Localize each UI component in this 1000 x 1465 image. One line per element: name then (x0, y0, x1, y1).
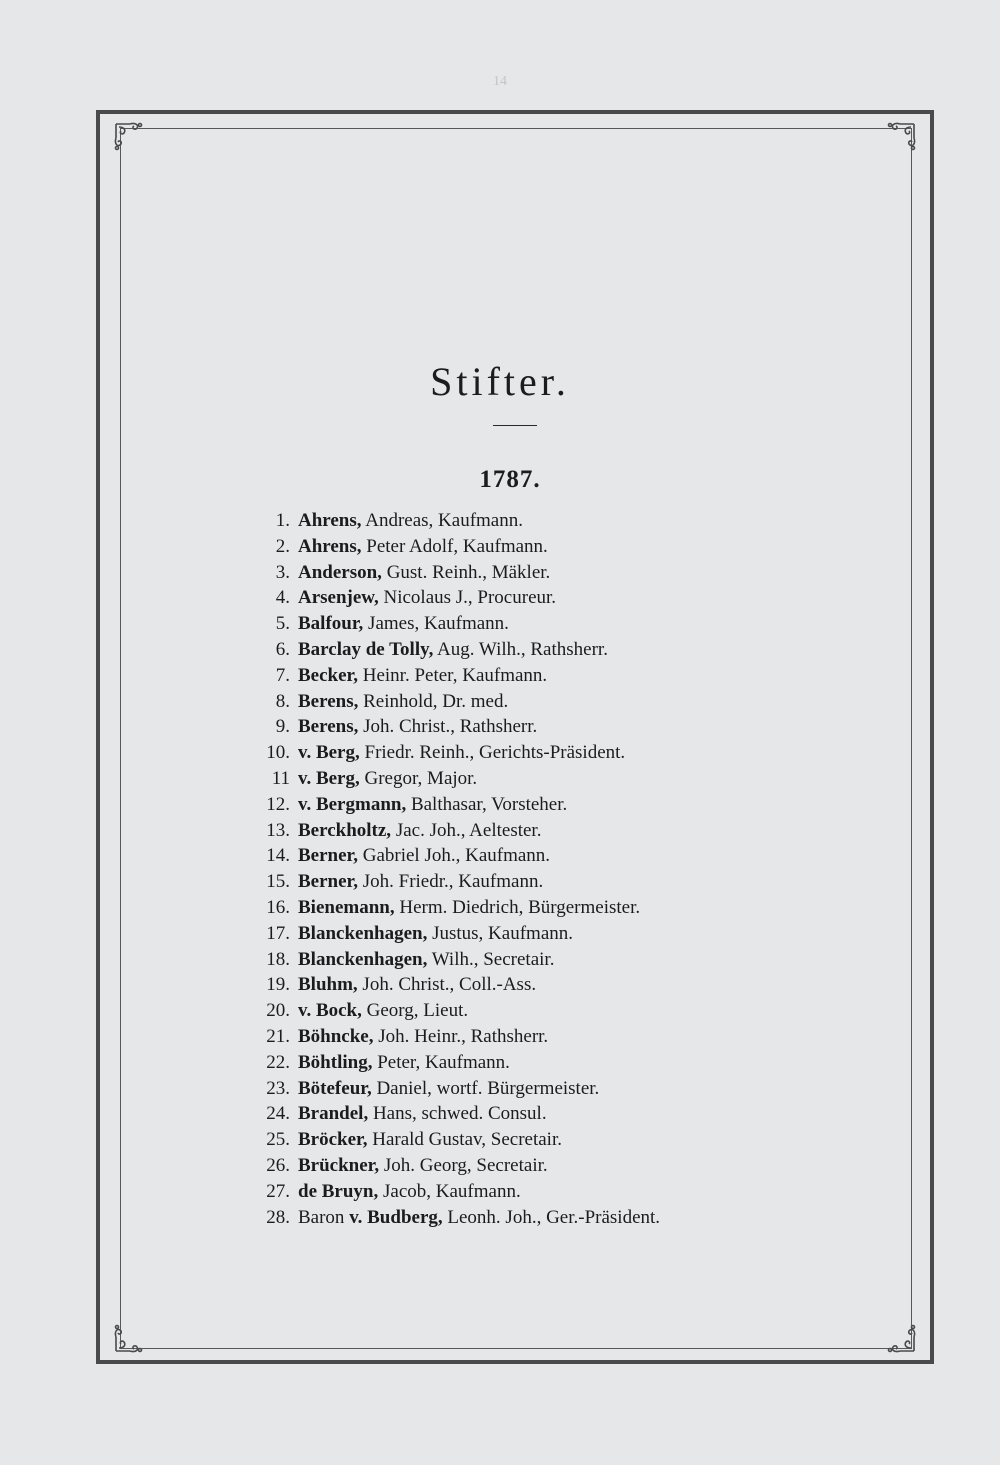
entry-number: 2. (275, 535, 290, 557)
entry-surname: Berner, (298, 871, 358, 893)
entry-details: Georg, Lieut. (361, 1000, 469, 1022)
entry-surname: Bröcker, (298, 1129, 368, 1151)
list-item (240, 714, 840, 740)
entry-surname: Becker, (298, 664, 358, 686)
list-item (240, 1179, 840, 1205)
entry-surname: Böhncke, (298, 1025, 374, 1047)
entry-number: 17. (266, 922, 290, 944)
entry-details: Andreas, Kaufmann. (361, 510, 523, 531)
entry-number: 22. (266, 1051, 290, 1073)
entry-details: Peter Adolf, Kaufmann. (361, 535, 548, 557)
entry-surname: Berens, (298, 716, 359, 738)
entry-surname: v. Bergmann, (298, 793, 407, 815)
entry-details: Joh. Georg, Secretair. (379, 1154, 548, 1176)
entry-surname: Brückner, (298, 1154, 380, 1176)
list-item (240, 611, 840, 637)
entry-number: 1. (275, 510, 290, 531)
entry-surname: Bluhm, (298, 974, 358, 996)
list-item (240, 1024, 840, 1050)
list-item (240, 534, 840, 560)
entry-number: 25. (266, 1129, 290, 1151)
entry-surname: Berckholtz, (298, 819, 392, 841)
list-item (240, 818, 840, 844)
list-item (240, 1153, 840, 1179)
entry-number: 26. (266, 1154, 290, 1176)
list-item (240, 1127, 840, 1153)
entry-number: 27. (266, 1180, 290, 1202)
list-item (240, 637, 840, 663)
list-item (240, 843, 840, 869)
entry-surname: Bötefeur, (298, 1077, 372, 1099)
entry-details: Balthasar, Vorsteher. (406, 793, 568, 815)
entry-number: 12. (266, 793, 290, 815)
entry-number: 3. (275, 561, 290, 583)
entry-details: Harald Gustav, Secretair. (367, 1129, 562, 1151)
list-item (240, 766, 840, 792)
entry-number: 24. (266, 1103, 290, 1125)
entry-number: 20. (266, 1000, 290, 1022)
entry-number: 21. (266, 1025, 290, 1047)
corner-ornament-icon (110, 118, 156, 164)
corner-ornament-icon (874, 118, 920, 164)
entry-details: Jac. Joh., Aeltester. (391, 819, 542, 841)
list-item (240, 585, 840, 611)
entry-details: Joh. Heinr., Rathsherr. (373, 1025, 549, 1047)
founders-list (240, 508, 840, 1230)
entry-surname: v. Budberg, (349, 1206, 443, 1228)
entry-number: 23. (266, 1077, 290, 1099)
entry-surname: Barclay de Tolly, (298, 638, 434, 660)
entry-number: 15. (266, 871, 290, 893)
entry-number: 16. (266, 896, 290, 918)
entry-details: James, Kaufmann. (363, 613, 509, 635)
list-item (240, 792, 840, 818)
list-item (240, 1050, 840, 1076)
entry-number: 18. (266, 948, 290, 970)
entry-details: Nicolaus J., Procureur. (378, 587, 557, 609)
list-item (240, 689, 840, 715)
list-item (240, 921, 840, 947)
entry-prefix: Baron (298, 1206, 350, 1228)
page-number: 14 (493, 74, 507, 89)
list-item (240, 895, 840, 921)
entry-number: 7. (275, 664, 290, 686)
list-item (240, 972, 840, 998)
entry-number: 19. (266, 974, 290, 996)
entry-details: Daniel, wortf. Bürgermeister. (371, 1077, 600, 1099)
entry-details: Gust. Reinh., Mäkler. (381, 561, 551, 583)
list-item (240, 560, 840, 586)
list-item (240, 1076, 840, 1102)
entry-details: Heinr. Peter, Kaufmann. (357, 664, 548, 686)
entry-surname: Balfour, (298, 613, 364, 635)
title-underline (493, 425, 537, 426)
entry-number: 6. (275, 638, 290, 660)
entry-surname: de Bruyn, (298, 1180, 379, 1202)
entry-surname: Brandel, (298, 1103, 369, 1125)
entry-surname: v. Berg, (298, 767, 360, 789)
entry-details: Joh. Friedr., Kaufmann. (357, 871, 544, 893)
entry-surname: Ahrens, (298, 535, 362, 557)
entry-surname: Blanckenhagen, (298, 922, 428, 944)
entry-surname: Berens, (298, 690, 359, 712)
corner-ornament-icon (110, 1311, 156, 1357)
list-item (240, 663, 840, 689)
entry-details: Herm. Diedrich, Bürgermeister. (394, 896, 641, 918)
entry-surname: v. Bock, (298, 1000, 362, 1022)
entry-details: Jacob, Kaufmann. (378, 1180, 521, 1202)
entry-number: 9. (275, 716, 290, 738)
list-item (240, 998, 840, 1024)
entry-surname: Ahrens, (298, 510, 362, 531)
entry-surname: Blanckenhagen, (298, 948, 428, 970)
corner-ornament-icon (874, 1311, 920, 1357)
entry-number: 13. (266, 819, 290, 841)
year-heading: 1787. (479, 466, 541, 493)
entry-surname: Bienemann, (298, 896, 395, 918)
entry-number: 11 (271, 767, 290, 789)
list-item (240, 1101, 840, 1127)
entry-details: Friedr. Reinh., Gerichts-Präsident. (359, 742, 626, 764)
entry-details: Reinhold, Dr. med. (358, 690, 509, 712)
list-item (240, 947, 840, 973)
entry-details: Gabriel Joh., Kaufmann. (357, 845, 551, 867)
entry-number: 10. (266, 742, 290, 764)
entry-surname: Anderson, (298, 561, 382, 583)
entry-details: Aug. Wilh., Rathsherr. (433, 638, 608, 660)
entry-details: Wilh., Secretair. (427, 948, 555, 970)
entry-surname: Arsenjew, (298, 587, 379, 609)
entry-details: Hans, schwed. Consul. (368, 1103, 547, 1125)
entry-number: 28. (266, 1206, 290, 1228)
entry-number: 4. (275, 587, 290, 609)
entry-details: Leonh. Joh., Ger.-Präsident. (442, 1206, 661, 1228)
page-title: Stifter. (430, 359, 570, 404)
entry-surname: Böhtling, (298, 1051, 373, 1073)
entry-details: Joh. Christ., Coll.-Ass. (357, 974, 537, 996)
entry-surname: v. Berg, (298, 742, 360, 764)
entry-surname: Berner, (298, 845, 358, 867)
entry-details: Joh. Christ., Rathsherr. (358, 716, 538, 738)
list-item (240, 869, 840, 895)
entry-number: 14. (266, 845, 290, 867)
entry-number: 8. (275, 690, 290, 712)
entry-number: 5. (275, 613, 290, 635)
entry-details: Justus, Kaufmann. (427, 922, 573, 944)
list-item (240, 1205, 840, 1231)
entry-details: Peter, Kaufmann. (372, 1051, 510, 1073)
list-item (240, 740, 840, 766)
entry-details: Gregor, Major. (359, 767, 478, 789)
list-item (240, 508, 840, 534)
